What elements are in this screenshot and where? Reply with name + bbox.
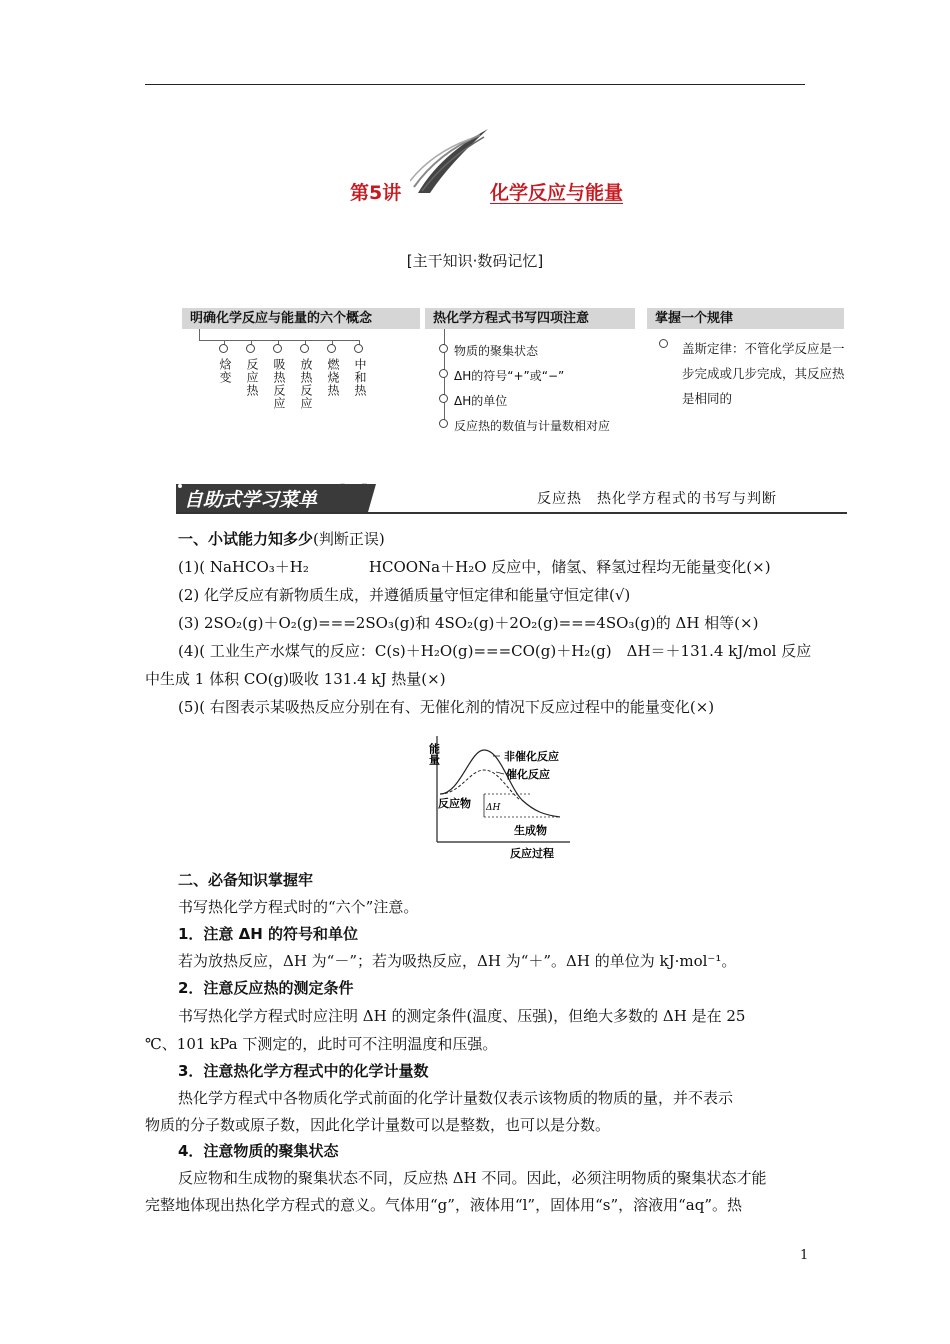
dh-label: ΔH bbox=[486, 803, 501, 813]
point-3-text-continued: 物质的分子数或原子数，因此化学计量数可以是整数，也可以是分数。 bbox=[145, 1116, 611, 1134]
point-3-text: 热化学方程式中各物质化学式前面的化学计量数仅表示该物质的物质的量，并不表示 bbox=[178, 1089, 734, 1107]
question-5: (5)( 右图表示某吸热反应分别在有、无催化剂的情况下反应过程中的能量变化(×) bbox=[178, 698, 715, 716]
point-1-text: 若为放热反应，ΔH 为“－”；若为吸热反应，ΔH 为“＋”。ΔH 的单位为 kJ·mol⁻¹。 bbox=[178, 952, 737, 970]
page-title: 化学反应与能量 bbox=[490, 182, 624, 204]
point-3-heading: 3．注意热化学方程式中的化学计量数 bbox=[178, 1062, 429, 1080]
point-2-text: 书写热化学方程式时应注明 ΔH 的测定条件(温度、压强)，但绝大多数的 ΔH 是在 25 bbox=[178, 1007, 746, 1025]
section-subtitle: [主干知识·数码记忆] bbox=[406, 252, 544, 270]
notice-item: 物质的聚集状态 bbox=[454, 344, 539, 358]
bullet-circle-icon bbox=[219, 344, 228, 353]
notice-item: ΔH的单位 bbox=[454, 394, 508, 408]
point-2-text-continued: ℃、101 kPa 下测定的，此时可不注明温度和压强。 bbox=[145, 1035, 498, 1053]
question-4: (4)( 工业生产水煤气的反应：C(s)＋H₂O(g)===CO(g)＋H₂(g) ΔH＝＋131.4 kJ/mol 反应 bbox=[178, 642, 812, 660]
section-banner bbox=[176, 479, 406, 514]
section1-heading: 一、小试能力知多少(判断正误) bbox=[178, 530, 385, 548]
concept-item: 吸热反应 bbox=[272, 358, 286, 410]
bullet-circle-icon bbox=[246, 344, 255, 353]
notice-item: ΔH的符号“+”或“−” bbox=[454, 369, 565, 383]
concept-item: 中和热 bbox=[353, 358, 367, 397]
connector-line bbox=[199, 340, 359, 341]
y-axis-label: 能量 bbox=[427, 743, 441, 765]
banner-title: 自助式学习菜单 bbox=[184, 489, 318, 511]
bullet-circle-icon bbox=[273, 344, 282, 353]
reactant-label: 反应物 bbox=[438, 797, 471, 810]
lesson-number: 第5讲 bbox=[350, 182, 402, 204]
point-4-heading: 4．注意物质的聚集状态 bbox=[178, 1142, 339, 1160]
energy-diagram bbox=[420, 730, 580, 862]
bullet-circle-icon bbox=[439, 344, 448, 353]
product-label: 生成物 bbox=[514, 824, 547, 837]
question-1: (1)( NaHCO₃＋H₂ HCOONa＋H₂O 反应中，储氢、释氢过程均无能量变化(×) bbox=[178, 558, 771, 576]
swoosh-decoration-icon bbox=[410, 125, 490, 197]
point-4-text: 反应物和生成物的聚集状态不同，反应热 ΔH 不同。因此，必须注明物质的聚集状态才能 bbox=[178, 1169, 767, 1187]
section2-heading: 二、必备知识掌握牢 bbox=[178, 871, 314, 889]
point-2-heading: 2．注意反应热的测定条件 bbox=[178, 979, 354, 997]
question-2: (2) 化学反应有新物质生成，并遵循质量守恒定律和能量守恒定律(√) bbox=[178, 586, 631, 604]
curve1-label: 非催化反应 bbox=[504, 750, 559, 763]
summary-box2-title: 热化学方程式书写四项注意 bbox=[425, 308, 635, 329]
concept-item: 放热反应 bbox=[299, 358, 313, 410]
bullet-circle-icon bbox=[439, 394, 448, 403]
summary-box1-title: 明确化学反应与能量的六个概念 bbox=[182, 308, 420, 329]
question-4-continued: 中生成 1 体积 CO(g)吸收 131.4 kJ 热量(×) bbox=[145, 670, 446, 688]
point-1-heading: 1．注意 ΔH 的符号和单位 bbox=[178, 925, 359, 943]
banner-rule bbox=[176, 512, 847, 514]
rule-text: 盖斯定律：不管化学反应是一步完成或几步完成，其反应热是相同的 bbox=[682, 341, 845, 406]
concept-item: 焓变 bbox=[218, 358, 232, 384]
curve2-label: 催化反应 bbox=[506, 768, 550, 781]
bullet-circle-icon bbox=[439, 369, 448, 378]
bullet-circle-icon bbox=[327, 344, 336, 353]
bullet-circle-icon bbox=[659, 339, 668, 348]
concept-item: 反应热 bbox=[245, 358, 259, 397]
top-rule bbox=[145, 84, 805, 85]
banner-topic: 反应热 热化学方程式的书写与判断 bbox=[537, 491, 777, 507]
section2-intro: 书写热化学方程式时的“六个”注意。 bbox=[178, 898, 419, 916]
bullet-circle-icon bbox=[354, 344, 363, 353]
point-4-text-continued: 完整地体现出热化学方程式的意义。气体用“g”，液体用“l”，固体用“s”，溶液用“aq”。热 bbox=[145, 1196, 742, 1214]
bullet-circle-icon bbox=[439, 419, 448, 428]
question-3: (3) 2SO₂(g)＋O₂(g)===2SO₃(g)和 4SO₂(g)＋2O₂(g)===4SO₃(g)的 ΔH 相等(×) bbox=[178, 614, 759, 632]
bullet-circle-icon bbox=[300, 344, 309, 353]
summary-box3-title: 掌握一个规律 bbox=[647, 308, 844, 329]
notice-item: 反应热的数值与计量数相对应 bbox=[454, 419, 611, 433]
page-number: 1 bbox=[800, 1248, 809, 1263]
banner-number: 01 bbox=[330, 479, 372, 514]
x-axis-label: 反应过程 bbox=[510, 847, 554, 860]
concept-item: 燃烧热 bbox=[326, 358, 340, 397]
